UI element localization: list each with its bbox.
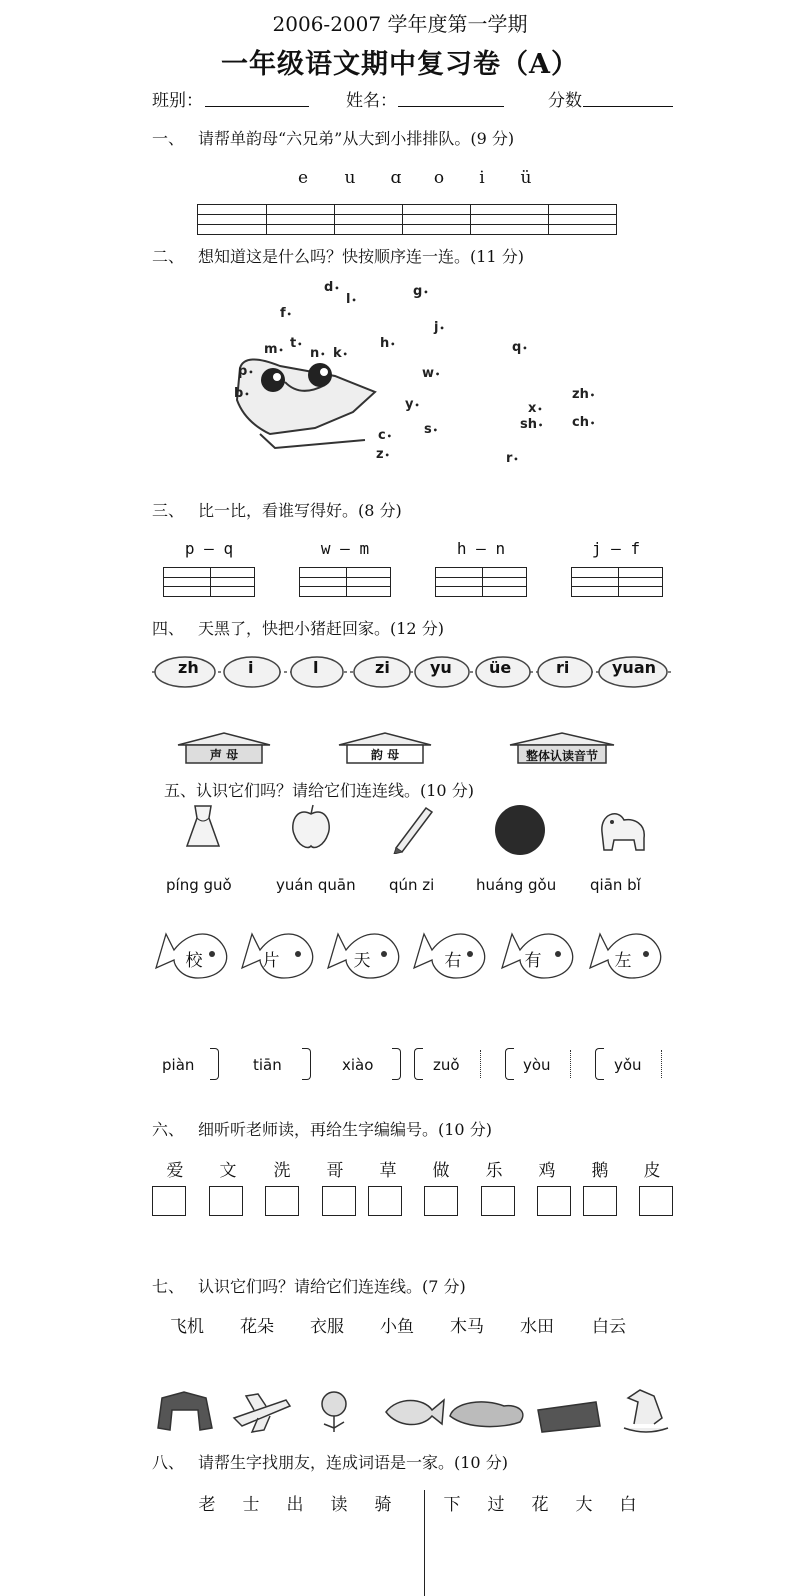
writing-grid[interactable]	[435, 567, 527, 597]
character[interactable]: 白	[619, 1495, 637, 1515]
pencil-picture[interactable]	[390, 802, 434, 854]
exam-year: 2006-2007 学年度第一学期	[272, 12, 528, 36]
character[interactable]: 过	[487, 1495, 505, 1515]
character: 洗	[273, 1161, 291, 1181]
pinyin-word: huáng gǒu	[476, 876, 557, 894]
dot-letter: l •	[346, 292, 357, 307]
vowel: o	[433, 168, 445, 188]
pinyin-word: yuán quān	[276, 876, 356, 894]
number-box[interactable]	[481, 1186, 515, 1216]
dot-letter: sh •	[520, 417, 543, 432]
dot-letter: d •	[324, 280, 339, 295]
rocking-horse-picture[interactable]	[622, 1388, 672, 1436]
house-label[interactable]: 声 母	[209, 748, 239, 762]
class-field[interactable]	[205, 106, 309, 107]
section-text: 请帮生字找朋友，连成词语是一家。(10 分)	[198, 1453, 508, 1472]
section-text: 细听听老师读，再给生字编编号。(10 分)	[198, 1120, 492, 1139]
fish-character[interactable]: 右	[444, 951, 462, 971]
character[interactable]: 大	[575, 1495, 593, 1515]
section-8-heading	[152, 1450, 508, 1473]
dot-letter: t •	[290, 336, 302, 351]
character: 做	[432, 1161, 450, 1181]
dot-letter: r •	[506, 451, 519, 466]
word[interactable]: 木马	[450, 1317, 484, 1337]
dot-letter: zh •	[572, 387, 595, 402]
number-box[interactable]	[209, 1186, 243, 1216]
word[interactable]: 小鱼	[380, 1317, 414, 1337]
section-5-heading	[164, 778, 474, 801]
pinyin-word: xiào	[342, 1056, 374, 1074]
character[interactable]: 老	[198, 1495, 216, 1515]
pig-syllable[interactable]: yuan	[612, 658, 657, 677]
cloud-picture[interactable]	[450, 1388, 530, 1436]
section-number: 二、	[152, 247, 185, 266]
character[interactable]: 出	[286, 1495, 304, 1515]
word[interactable]: 飞机	[170, 1317, 204, 1337]
number-box[interactable]	[368, 1186, 402, 1216]
character: 鸡	[538, 1161, 556, 1181]
character: 哥	[326, 1161, 344, 1181]
fish-character[interactable]: 有	[524, 951, 542, 971]
bracket	[505, 1048, 514, 1080]
bracket	[302, 1048, 311, 1080]
vowel: u	[344, 168, 356, 188]
number-box[interactable]	[583, 1186, 617, 1216]
character[interactable]: 花	[531, 1495, 549, 1515]
dot-letter: s •	[424, 422, 438, 437]
character: 文	[219, 1161, 237, 1181]
dot-letter: h •	[380, 336, 395, 351]
dot-letter: j •	[434, 320, 445, 335]
pig-syllable[interactable]: ri	[556, 658, 570, 677]
bracket	[414, 1048, 423, 1080]
exam-title: 一年级语文期中复习卷（A）	[221, 49, 579, 80]
dot-letter: ch •	[572, 415, 595, 430]
score-label: 分数	[548, 91, 582, 111]
flower-picture[interactable]	[312, 1388, 356, 1436]
dot-letter: q •	[512, 340, 527, 355]
dot-letter: z •	[376, 447, 390, 462]
number-box[interactable]	[152, 1186, 186, 1216]
section-number: 四、	[152, 619, 185, 638]
writing-grid[interactable]	[197, 204, 617, 235]
dot-letter: c •	[378, 428, 392, 443]
section-number: 三、	[152, 501, 185, 520]
letter-pair: w — m	[320, 539, 370, 558]
pinyin-word: qún zi	[389, 876, 435, 894]
letter-pair: p — q	[184, 539, 234, 558]
number-box[interactable]	[424, 1186, 458, 1216]
pig-syllable[interactable]: zh	[178, 658, 199, 677]
number-box[interactable]	[537, 1186, 571, 1216]
character: 乐	[485, 1161, 503, 1181]
dot-letter: f •	[280, 306, 292, 321]
pig-syllable[interactable]: yu	[430, 658, 452, 677]
divider-line	[424, 1490, 425, 1596]
bracket	[392, 1048, 401, 1080]
writing-grid[interactable]	[571, 567, 663, 597]
house-label[interactable]: 韵 母	[370, 748, 400, 762]
writing-grid[interactable]	[299, 567, 391, 597]
section-text: 比一比，看谁写得好。(8 分)	[198, 501, 402, 520]
pig-chain-rope	[152, 652, 672, 692]
pinyin-word: zuǒ	[433, 1056, 460, 1074]
section-number: 一、	[152, 129, 185, 148]
dot-letter: b •	[234, 386, 249, 401]
fish-picture[interactable]	[386, 1388, 446, 1436]
section-text: 五、认识它们吗？请给它们连连线。(10 分)	[164, 781, 474, 800]
fish-character[interactable]: 天	[353, 951, 371, 971]
bracket	[595, 1048, 604, 1080]
pinyin-word: yǒu	[614, 1056, 642, 1074]
dot-letter: w •	[422, 366, 440, 381]
section-number: 七、	[152, 1277, 185, 1296]
word[interactable]: 衣服	[310, 1317, 344, 1337]
writing-grid[interactable]	[163, 567, 255, 597]
section-3-heading	[152, 498, 402, 521]
character: 爱	[166, 1161, 184, 1181]
fish-character[interactable]: 片	[262, 951, 280, 971]
fish-character[interactable]: 左	[614, 951, 632, 971]
section-1-heading	[152, 126, 514, 149]
section-6-heading	[152, 1117, 492, 1140]
section-text: 请帮单韵母“六兄弟”从大到小排排队。(9 分)	[198, 129, 515, 148]
circle-picture[interactable]	[494, 804, 546, 856]
apple-picture[interactable]	[288, 802, 334, 852]
character[interactable]: 士	[242, 1495, 260, 1515]
character[interactable]: 读	[330, 1495, 348, 1515]
fish-row-drawing	[152, 920, 672, 986]
dotted-divider	[570, 1050, 571, 1078]
pig-syllable[interactable]: i	[248, 658, 254, 677]
section-text: 认识它们吗？请给它们连连线。(7 分)	[198, 1277, 466, 1296]
number-box[interactable]	[639, 1186, 673, 1216]
bracket	[210, 1048, 219, 1080]
word[interactable]: 水田	[520, 1317, 554, 1337]
number-box[interactable]	[265, 1186, 299, 1216]
section-2-heading	[152, 244, 524, 267]
sweater-picture[interactable]	[154, 1388, 214, 1436]
section-number: 六、	[152, 1120, 185, 1139]
letter-pair: j — f	[591, 539, 641, 558]
name-label: 姓名：	[346, 91, 397, 111]
number-box[interactable]	[322, 1186, 356, 1216]
character: 皮	[643, 1161, 661, 1181]
house-label[interactable]: 整体认读音节	[525, 749, 598, 763]
pinyin-word: tiān	[253, 1056, 282, 1074]
vowel: i	[479, 168, 485, 188]
fish-character[interactable]: 校	[185, 951, 203, 971]
character[interactable]: 骑	[374, 1495, 392, 1515]
airplane-picture[interactable]	[232, 1388, 292, 1436]
section-text: 天黑了，快把小猪赶回家。(12 分)	[198, 619, 444, 638]
class-label: 班别：	[152, 91, 203, 111]
character: 草	[379, 1161, 397, 1181]
dot-letter: g •	[413, 284, 428, 299]
score-field[interactable]	[583, 106, 673, 107]
dot-letter: x •	[528, 401, 543, 416]
dot-letter: k •	[333, 346, 348, 361]
dot-letter: p •	[238, 364, 253, 379]
vowel: ü	[520, 168, 532, 188]
skirt-picture[interactable]	[183, 802, 223, 852]
word[interactable]: 白云	[592, 1317, 626, 1337]
dot-letter: y •	[405, 397, 420, 412]
vowel: e	[297, 168, 309, 188]
pinyin-word: yòu	[523, 1056, 551, 1074]
section-number: 八、	[152, 1453, 185, 1472]
vowel: ɑ	[390, 168, 402, 188]
word[interactable]: 花朵	[240, 1317, 274, 1337]
section-text: 想知道这是什么吗？快按顺序连一连。(11 分)	[198, 247, 524, 266]
yellow-dog-picture[interactable]	[594, 802, 650, 854]
dotted-divider	[661, 1050, 662, 1078]
character: 鹅	[591, 1161, 609, 1181]
pig-syllable[interactable]: l	[313, 658, 319, 677]
dotted-divider	[480, 1050, 481, 1078]
pig-syllable[interactable]: zi	[375, 658, 390, 677]
name-field[interactable]	[398, 106, 504, 107]
dot-letter: m •	[264, 342, 284, 357]
pig-syllable[interactable]: üe	[489, 658, 512, 677]
section-4-heading	[152, 616, 444, 639]
pinyin-word: píng guǒ	[166, 876, 232, 894]
paddy-field-picture[interactable]	[538, 1388, 600, 1436]
letter-pair: h — n	[456, 539, 506, 558]
pinyin-word: piàn	[162, 1056, 195, 1074]
section-7-heading	[152, 1274, 466, 1297]
pinyin-word: qiān bǐ	[590, 876, 641, 894]
dot-letter: n •	[310, 346, 325, 361]
character[interactable]: 下	[443, 1495, 461, 1515]
